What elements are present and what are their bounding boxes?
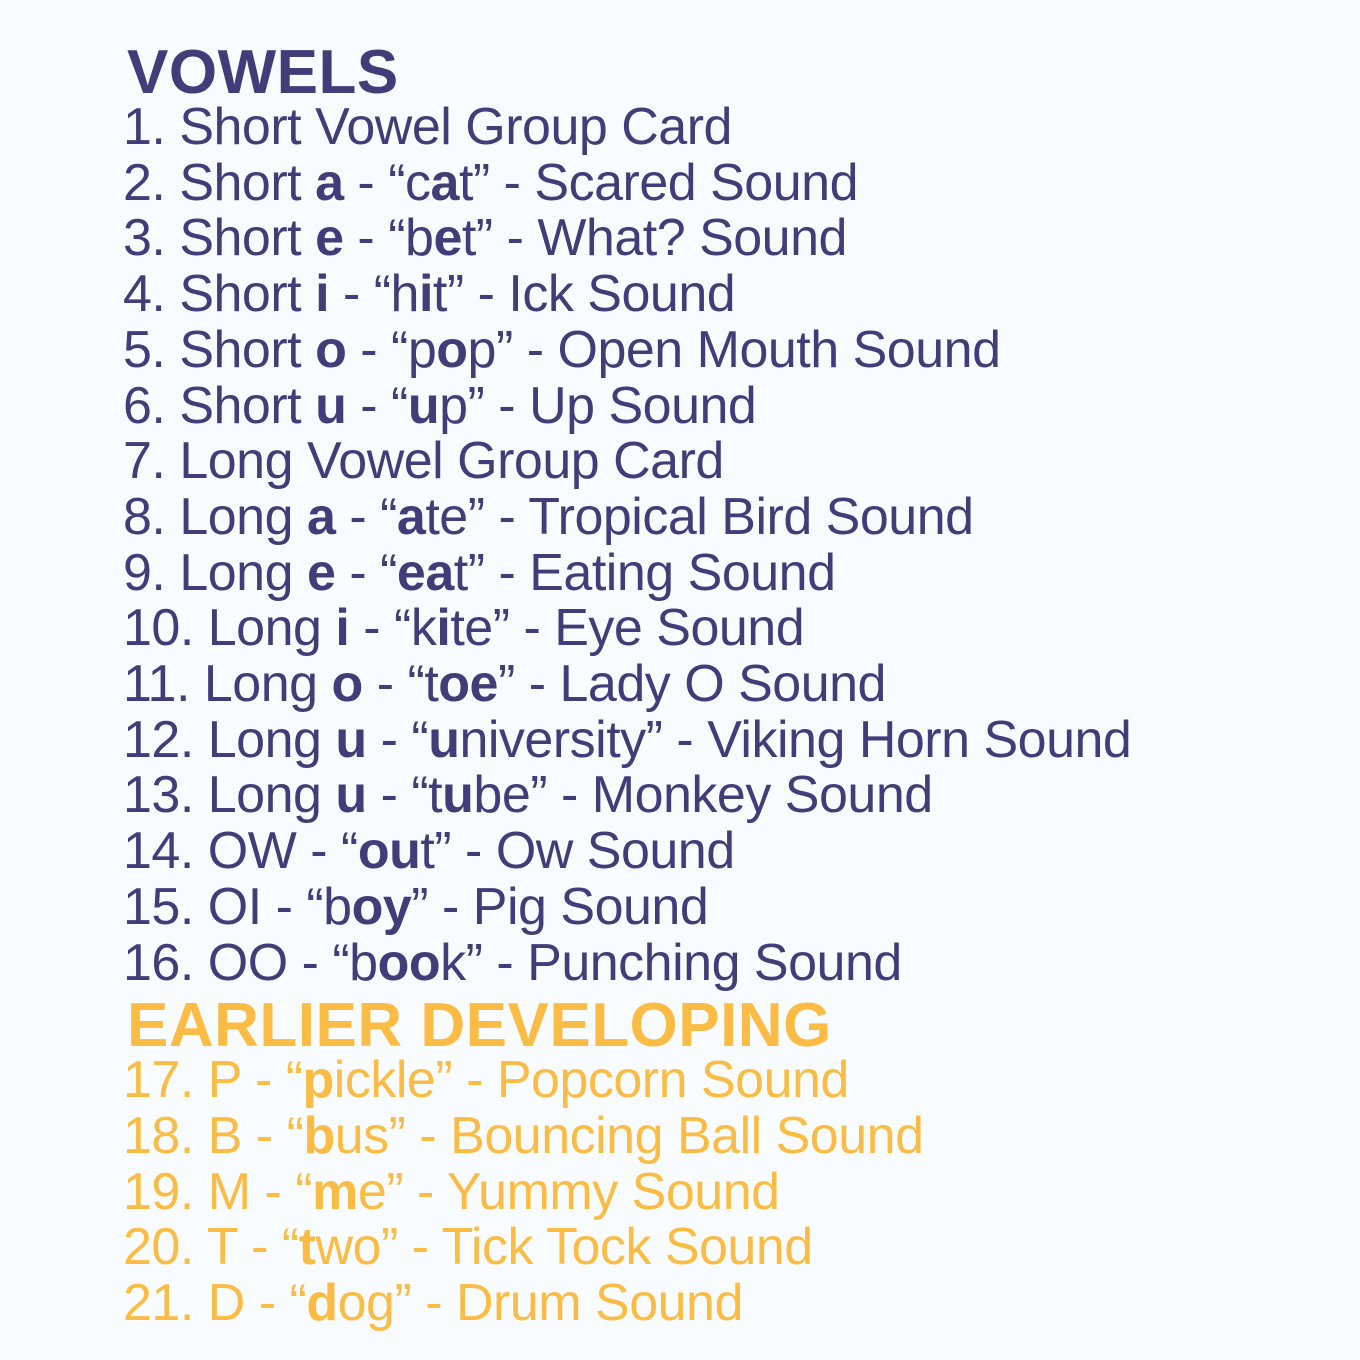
key-letter: d bbox=[306, 1274, 338, 1333]
item-number: 14. bbox=[123, 822, 194, 881]
item-number: 10. bbox=[123, 599, 194, 658]
text-segment: M - “ bbox=[207, 1162, 313, 1221]
text-segment: ickle” - Popcorn Sound bbox=[333, 1051, 849, 1110]
text-segment: p” - Open Mouth Sound bbox=[467, 320, 1001, 379]
text-segment: Short bbox=[179, 153, 316, 212]
item-number: 18. bbox=[123, 1106, 194, 1165]
list-item bbox=[123, 153, 1330, 212]
text-segment: Long bbox=[203, 655, 332, 714]
item-text bbox=[208, 711, 1132, 769]
item-text bbox=[208, 878, 709, 936]
text-segment: OO - “b bbox=[207, 933, 378, 992]
text-segment: t” - Eating Sound bbox=[453, 543, 836, 602]
item-number: 4. bbox=[123, 265, 166, 324]
list-item bbox=[123, 1276, 1330, 1332]
text-segment: - “ bbox=[335, 543, 397, 602]
vowels-list bbox=[123, 100, 1330, 991]
text-segment: Long bbox=[207, 710, 336, 769]
text-segment: Short Vowel Group Card bbox=[179, 98, 732, 156]
item-text bbox=[179, 98, 732, 156]
key-letter: ou bbox=[357, 822, 421, 881]
text-segment: ” - Pig Sound bbox=[411, 877, 709, 936]
item-number: 21. bbox=[123, 1274, 194, 1333]
text-segment: Long bbox=[179, 543, 307, 602]
key-letter: ea bbox=[396, 543, 454, 602]
text-segment: us” - Bouncing Ball Sound bbox=[334, 1106, 924, 1165]
item-text bbox=[179, 544, 835, 602]
text-segment: Short bbox=[179, 265, 316, 324]
key-letter: i bbox=[418, 265, 433, 324]
text-segment: - “h bbox=[329, 265, 419, 324]
item-text bbox=[208, 934, 902, 992]
item-number: 15. bbox=[123, 877, 194, 936]
list-item bbox=[123, 1106, 1330, 1165]
item-number: 11. bbox=[123, 655, 190, 714]
item-text bbox=[208, 599, 804, 657]
item-number: 13. bbox=[123, 766, 194, 825]
list-item bbox=[123, 487, 1330, 546]
list-item bbox=[123, 211, 1330, 267]
item-text bbox=[179, 321, 1000, 379]
item-number: 1. bbox=[123, 98, 166, 156]
key-letter: o bbox=[315, 320, 347, 379]
item-text bbox=[179, 377, 756, 435]
list-item bbox=[123, 267, 1330, 323]
item-number: 17. bbox=[123, 1051, 194, 1110]
key-letter: m bbox=[312, 1162, 358, 1221]
list-item bbox=[123, 543, 1330, 602]
item-text bbox=[204, 655, 886, 713]
text-segment: t” - Ow Sound bbox=[420, 822, 735, 881]
key-letter: u bbox=[335, 710, 367, 769]
item-text bbox=[208, 1107, 924, 1165]
key-letter: p bbox=[302, 1051, 334, 1110]
list-item bbox=[123, 768, 1330, 824]
item-number: 7. bbox=[123, 432, 166, 491]
item-text bbox=[208, 1274, 743, 1332]
key-letter: a bbox=[315, 153, 344, 212]
key-letter: t bbox=[298, 1218, 316, 1277]
item-text bbox=[179, 265, 735, 323]
item-text bbox=[208, 1163, 780, 1221]
text-segment: D - “ bbox=[207, 1274, 307, 1333]
key-letter: u bbox=[335, 766, 367, 825]
text-segment: t” - What? Sound bbox=[461, 209, 847, 268]
key-letter: b bbox=[303, 1106, 335, 1165]
text-segment: t” - Scared Sound bbox=[458, 153, 858, 212]
section-vowels bbox=[123, 38, 1330, 992]
text-segment: Long bbox=[179, 487, 307, 546]
key-letter: o bbox=[331, 655, 363, 714]
key-letter: a bbox=[430, 153, 459, 212]
list-item bbox=[123, 1162, 1330, 1221]
text-segment: - “c bbox=[343, 153, 431, 212]
text-segment: - “b bbox=[343, 209, 434, 268]
list-item bbox=[123, 100, 1330, 156]
section-earlier-developing bbox=[123, 991, 1330, 1333]
item-number: 3. bbox=[123, 209, 166, 268]
item-number: 19. bbox=[123, 1162, 194, 1221]
text-segment: - “p bbox=[346, 320, 437, 379]
text-segment: B - “ bbox=[207, 1106, 304, 1165]
text-segment: t” - Ick Sound bbox=[432, 265, 736, 324]
text-segment: te” - Eye Sound bbox=[450, 599, 805, 658]
text-segment: - “ bbox=[346, 376, 408, 435]
key-letter: a bbox=[306, 487, 336, 546]
key-letter: u bbox=[407, 376, 440, 435]
list-item bbox=[123, 710, 1330, 769]
item-text bbox=[179, 154, 858, 212]
vowels-heading: VOWELS bbox=[127, 38, 399, 107]
text-segment: Short bbox=[179, 376, 316, 435]
text-segment: p” - Up Sound bbox=[439, 376, 757, 435]
text-segment: Short bbox=[179, 209, 316, 268]
text-segment: Short bbox=[179, 320, 316, 379]
list-item bbox=[123, 657, 1330, 713]
item-text bbox=[179, 488, 973, 546]
text-segment: OI - “b bbox=[207, 877, 352, 936]
item-number: 16. bbox=[123, 933, 194, 992]
item-text bbox=[208, 1051, 849, 1109]
item-number: 2. bbox=[123, 153, 166, 212]
list-item bbox=[123, 877, 1330, 936]
list-item bbox=[123, 376, 1330, 435]
key-letter: u bbox=[442, 766, 474, 825]
key-letter: i bbox=[436, 599, 451, 658]
list-item bbox=[123, 933, 1330, 992]
text-segment: Long bbox=[207, 766, 336, 825]
item-number: 5. bbox=[123, 320, 166, 379]
text-segment: - “ bbox=[366, 710, 429, 769]
item-number: 6. bbox=[123, 376, 166, 435]
key-letter: e bbox=[433, 209, 462, 268]
text-segment: niversity” - Viking Horn Sound bbox=[459, 710, 1132, 769]
key-letter: u bbox=[315, 376, 347, 435]
text-segment: Long Vowel Group Card bbox=[179, 432, 724, 491]
key-letter: e bbox=[306, 543, 336, 602]
list-item bbox=[123, 1220, 1330, 1276]
text-segment: e” - Yummy Sound bbox=[357, 1162, 780, 1221]
key-letter: o bbox=[436, 320, 468, 379]
list-item bbox=[123, 824, 1330, 880]
text-segment: OW - “ bbox=[207, 822, 358, 881]
list-item bbox=[123, 1053, 1330, 1109]
earlier-developing-heading: EARLIER DEVELOPING bbox=[127, 991, 832, 1061]
text-segment: - “t bbox=[366, 766, 443, 825]
item-text bbox=[179, 209, 847, 267]
text-segment: - “k bbox=[349, 599, 437, 658]
earlier-developing-list bbox=[123, 1053, 1330, 1332]
text-segment: - “ bbox=[335, 487, 397, 546]
key-letter: e bbox=[315, 209, 344, 268]
text-segment: te” - Tropical Bird Sound bbox=[425, 487, 974, 546]
key-letter: i bbox=[335, 599, 350, 658]
text-segment: be” - Monkey Sound bbox=[473, 766, 933, 825]
text-segment: - “t bbox=[362, 655, 439, 714]
list-item bbox=[123, 434, 1330, 490]
key-letter: oe bbox=[438, 655, 498, 714]
key-letter: oo bbox=[377, 933, 441, 992]
item-text bbox=[208, 822, 735, 880]
item-number: 12. bbox=[123, 710, 194, 769]
text-segment: k” - Punching Sound bbox=[440, 933, 902, 992]
item-number: 20. bbox=[123, 1218, 194, 1277]
text-segment: og” - Drum Sound bbox=[337, 1274, 743, 1333]
text-segment: wo” - Tick Tock Sound bbox=[315, 1218, 813, 1277]
text-segment: T - “ bbox=[206, 1218, 299, 1277]
key-letter: u bbox=[428, 710, 460, 769]
key-letter: a bbox=[396, 487, 426, 546]
item-text bbox=[208, 766, 933, 824]
item-text bbox=[179, 432, 724, 490]
text-segment: P - “ bbox=[207, 1051, 303, 1110]
key-letter: i bbox=[315, 265, 330, 324]
key-letter: oy bbox=[351, 877, 412, 936]
text-segment: Long bbox=[207, 599, 336, 658]
item-text bbox=[207, 1218, 813, 1276]
list-item bbox=[123, 601, 1330, 657]
item-number: 8. bbox=[123, 487, 166, 546]
item-number: 9. bbox=[123, 543, 166, 602]
text-segment: ” - Lady O Sound bbox=[497, 655, 886, 714]
list-item bbox=[123, 320, 1330, 379]
